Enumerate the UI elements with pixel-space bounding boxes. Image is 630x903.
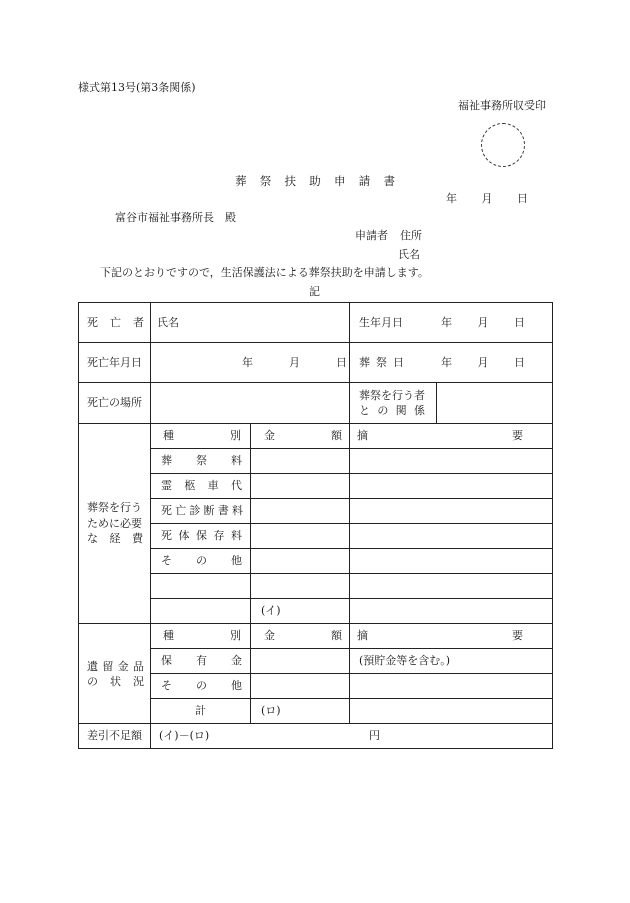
expense-item-funeral-fee [161, 453, 242, 469]
shortfall-label: 差引不足額 [87, 729, 142, 742]
expense-item-body-preservation-glyph: 料 [231, 529, 242, 542]
estate-header-type [163, 628, 241, 644]
estate-header-type-glyph: 別 [230, 629, 241, 642]
expenses-header-amount-cell [251, 424, 350, 449]
expense-summary-cell [350, 524, 553, 549]
relation-label-line2-glyph: 関 [395, 404, 407, 417]
form-number: 様式第13号(第3条関係) [78, 81, 196, 94]
form-title-glyph: 祭 [259, 174, 272, 188]
expense-item-funeral-fee-glyph: 料 [231, 454, 242, 467]
estate-header-summary-cell [350, 624, 553, 649]
expense-amount-cell [251, 524, 350, 549]
relation-label-cell [350, 383, 437, 424]
applicant-label: 申請者 [355, 229, 388, 242]
estate-total-cell [251, 699, 350, 724]
expense-type-cell [151, 474, 251, 499]
expense-summary-cell [350, 499, 553, 524]
expense-type-cell [151, 524, 251, 549]
death-date-label-cell [79, 343, 151, 383]
expenses-label-cell [79, 424, 151, 624]
estate-amount-cell [251, 649, 350, 674]
expense-item-hearse-glyph: 車 [207, 479, 219, 492]
estate-type-cell [151, 674, 251, 699]
deceased-label-glyph: 死 [87, 315, 98, 329]
expenses-header-amount [264, 428, 342, 444]
expense-type-cell [151, 499, 251, 524]
stamp-label: 福祉事務所収受印 [458, 99, 546, 112]
expenses-label-line3-glyph: 経 [109, 532, 121, 546]
birth-date-value-glyph: 日 [514, 315, 525, 329]
estate-type-cell [151, 649, 251, 674]
funeral-date-value-glyph: 年 [441, 355, 452, 369]
expense-subtotal-type-cell [151, 599, 251, 624]
application-statement: 下記のとおりですので，生活保護法による葬祭扶助を申請します。 [100, 266, 429, 279]
expenses-label-line3 [87, 531, 143, 547]
expenses-header-amount-glyph: 金 [264, 429, 275, 442]
receipt-stamp-circle [481, 123, 525, 167]
death-date-value [242, 355, 347, 371]
expenses-header-summary-glyph: 摘 [357, 429, 368, 442]
expenses-header-summary [357, 428, 523, 444]
expense-item-other-glyph: そ [161, 554, 172, 567]
form-title-glyph: 書 [383, 174, 395, 188]
expense-subtotal-mark: (イ) [261, 604, 281, 617]
expense-item-death-certificate-glyph: 死 [161, 504, 172, 517]
estate-label-line1 [87, 659, 144, 674]
estate-item-cash-glyph: 保 [161, 654, 172, 667]
expenses-header-type-cell [151, 424, 251, 449]
birth-date-label: 生年月日 [359, 315, 403, 329]
estate-label-line1-glyph: 遺 [87, 659, 98, 673]
expense-amount-cell [251, 574, 350, 599]
death-place-value-cell [151, 383, 350, 424]
expense-summary-cell [350, 549, 553, 574]
estate-item-other-glyph: の [196, 679, 207, 692]
expense-amount-cell [251, 549, 350, 574]
funeral-date-value-glyph: 月 [477, 355, 489, 369]
expense-item-body-preservation-glyph: 保 [196, 529, 207, 542]
expense-item-hearse-glyph: 霊 [161, 479, 172, 492]
estate-label-line1-glyph: 金 [117, 659, 129, 673]
expense-item-death-certificate-glyph: 断 [203, 504, 215, 517]
form-title-glyph: 請 [358, 174, 371, 188]
expenses-label-line3-glyph: 費 [132, 532, 143, 546]
funeral-date-value [441, 355, 525, 371]
expense-item-funeral-fee-glyph: 葬 [161, 454, 172, 467]
expense-summary-cell [350, 474, 553, 499]
estate-header-summary [357, 628, 523, 644]
deceased-label-cell [79, 303, 151, 343]
form-title [235, 173, 395, 189]
estate-header-amount-glyph: 金 [264, 629, 275, 642]
estate-header-amount-cell [251, 624, 350, 649]
expense-item-hearse-glyph: 代 [230, 479, 242, 492]
relation-label-line1: 葬祭を行う者 [359, 389, 425, 402]
applicant-name-label: 氏名 [398, 248, 420, 261]
form-table [78, 302, 553, 749]
expense-type-cell [151, 574, 251, 599]
expense-item-death-certificate-glyph: 診 [189, 504, 201, 517]
estate-total-label: 計 [195, 704, 206, 717]
expenses-label-line1: 葬祭を行う [87, 501, 142, 515]
funeral-date-label-glyph: 葬 [359, 355, 370, 369]
expense-amount-cell [251, 449, 350, 474]
estate-amount-cell [251, 674, 350, 699]
estate-total-label-cell [151, 699, 251, 724]
relation-label-line2-glyph: の [377, 404, 389, 417]
relation-label-line2 [359, 403, 425, 418]
estate-label-line2 [87, 674, 144, 689]
estate-header-amount [264, 628, 342, 644]
estate-item-cash [161, 653, 242, 669]
estate-header-amount-glyph: 額 [331, 629, 342, 642]
relation-label-line2-glyph: 係 [413, 404, 425, 417]
estate-item-other [161, 678, 242, 694]
deceased-label-glyph: 亡 [110, 315, 121, 329]
deceased-name-cell [151, 303, 350, 343]
expense-type-cell [151, 449, 251, 474]
estate-savings-note: (預貯金等を含む。) [359, 654, 451, 667]
applicant-address-label: 住所 [400, 229, 422, 242]
funeral-date-label [359, 355, 404, 371]
expense-subtotal-summary-cell [350, 599, 553, 624]
shortfall-formula: (イ)－(ロ) [159, 729, 210, 742]
death-date-cell [151, 343, 350, 383]
funeral-date-label-glyph: 祭 [376, 355, 387, 369]
estate-item-other-glyph: 他 [231, 679, 242, 692]
expense-item-hearse-glyph: 柩 [184, 479, 196, 492]
estate-header-summary-glyph: 摘 [357, 629, 368, 642]
estate-header-type-glyph: 種 [163, 629, 174, 642]
expenses-label-line2: ために必要 [87, 516, 142, 530]
birth-date-value [441, 315, 525, 331]
expense-item-death-certificate-glyph: 料 [231, 504, 243, 517]
estate-header-type-cell [151, 624, 251, 649]
expense-subtotal-cell [251, 599, 350, 624]
expenses-header-type-glyph: 種 [163, 429, 174, 442]
estate-total-mark: (ロ) [261, 704, 281, 717]
deceased-name-label: 氏名 [157, 315, 179, 329]
estate-item-cash-glyph: 有 [196, 654, 207, 667]
relation-value-cell [437, 383, 553, 424]
estate-header-summary-glyph: 要 [512, 629, 523, 642]
expense-item-other-glyph: の [196, 554, 207, 567]
expense-item-body-preservation-glyph: 体 [178, 529, 190, 542]
birth-date-value-glyph: 月 [477, 315, 489, 329]
estate-label-line1-glyph: 品 [132, 659, 144, 673]
expense-item-other-glyph: 他 [231, 554, 242, 567]
expense-item-body-preservation-glyph: 存 [213, 529, 225, 542]
death-place-label: 死亡の場所 [87, 396, 142, 409]
expense-item-death-certificate [161, 503, 243, 519]
expense-item-funeral-fee-glyph: 祭 [196, 454, 207, 467]
form-title-glyph: 助 [309, 174, 321, 188]
estate-summary-cell [350, 674, 553, 699]
funeral-date-cell [350, 343, 553, 383]
form-title-glyph: 申 [334, 174, 346, 188]
death-date-label: 死亡年月日 [87, 355, 142, 369]
shortfall-value-cell [151, 724, 553, 749]
expense-item-death-certificate-glyph: 書 [217, 504, 229, 517]
funeral-date-label-glyph: 日 [393, 355, 404, 369]
expenses-label-line3-glyph: な [87, 532, 98, 546]
expense-amount-cell [251, 474, 350, 499]
estate-total-summary-cell [350, 699, 553, 724]
funeral-date-value-glyph: 日 [514, 355, 525, 369]
deceased-label [87, 315, 144, 331]
expense-amount-cell [251, 499, 350, 524]
deceased-label-glyph: 者 [133, 315, 144, 329]
death-date-value-glyph: 日 [336, 355, 347, 369]
expense-type-cell [151, 549, 251, 574]
death-date-value-glyph: 月 [289, 355, 300, 369]
form-title-glyph: 葬 [235, 174, 247, 188]
expenses-header-summary-glyph: 要 [512, 429, 523, 442]
estate-summary-cell [350, 649, 553, 674]
application-date-glyph: 日 [517, 192, 528, 205]
estate-item-cash-glyph: 金 [231, 654, 242, 667]
note-heading: 記 [309, 285, 320, 298]
expenses-header-type-glyph: 別 [230, 429, 241, 442]
estate-label-cell [79, 624, 151, 724]
relation-label-line2-glyph: と [359, 404, 370, 417]
estate-label-line2-glyph: 状 [110, 674, 121, 688]
shortfall-label-cell [79, 724, 151, 749]
birth-date-cell [350, 303, 553, 343]
shortfall-unit: 円 [369, 729, 380, 742]
expense-summary-cell [350, 449, 553, 474]
application-date-glyph: 年 [446, 192, 457, 205]
application-date [446, 191, 528, 207]
estate-label-line2-glyph: 況 [133, 674, 144, 688]
expense-item-death-certificate-glyph: 亡 [175, 504, 187, 517]
expenses-header-summary-cell [350, 424, 553, 449]
expense-item-hearse [161, 478, 242, 494]
estate-item-other-glyph: そ [161, 679, 172, 692]
expense-item-body-preservation-glyph: 死 [161, 529, 172, 542]
death-date-value-glyph: 年 [242, 355, 253, 369]
expense-item-body-preservation [161, 528, 242, 544]
estate-label-line1-glyph: 留 [102, 659, 114, 673]
expenses-header-amount-glyph: 額 [331, 429, 342, 442]
birth-date-value-glyph: 年 [441, 315, 452, 329]
form-title-glyph: 扶 [284, 174, 296, 188]
addressee: 富谷市福祉事務所長 殿 [115, 211, 236, 224]
application-date-glyph: 月 [481, 192, 493, 205]
expense-summary-cell [350, 574, 553, 599]
expense-item-other [161, 553, 242, 569]
expenses-header-type [163, 428, 241, 444]
death-place-label-cell [79, 383, 151, 424]
estate-label-line2-glyph: の [87, 674, 98, 688]
